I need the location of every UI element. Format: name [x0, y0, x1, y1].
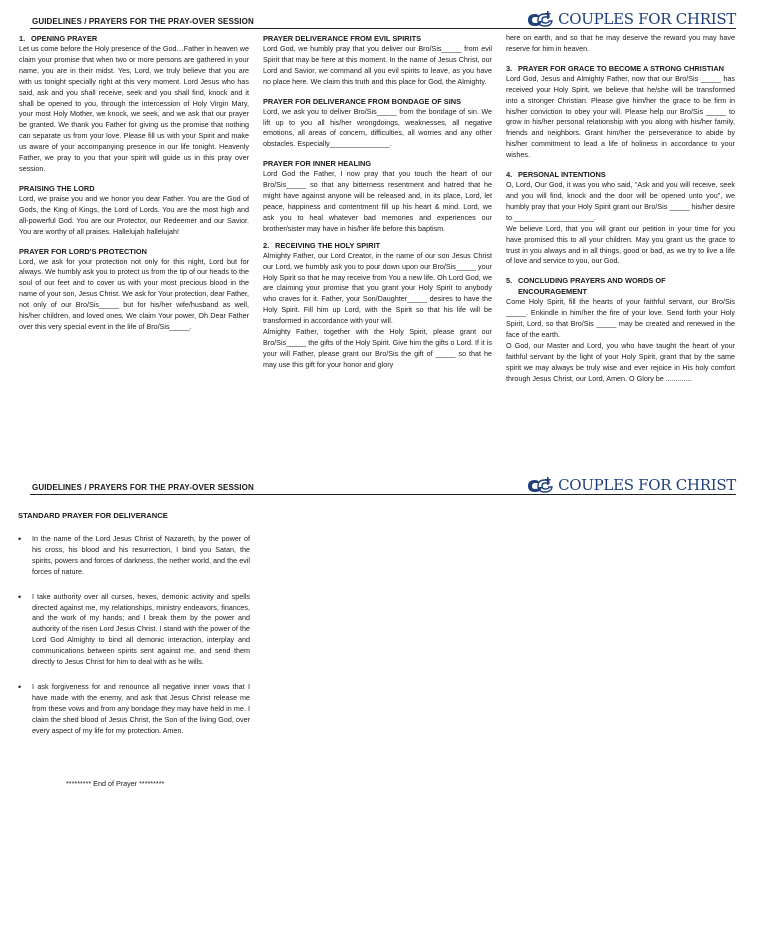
protection-heading: PRAYER FOR LORD'S PROTECTION	[19, 246, 147, 256]
evil-spirits-heading: PRAYER DELIVERANCE FROM EVIL SPIRITS	[263, 34, 422, 43]
opening-prayer-text: Let us come before the Holy presence of the God…Father in heaven we claim your promise that when two or more persons are gathered in your name, you are in their midst. Yes, Lord, we truly believe that you are with us tonight specially right at this very moment. Lord Jesus who has said, ask and you shall receive, seek and you shall find, knock and it shall be opened to you, through the intercession of Holy Virgin Mary, your most Holy Mother, we knock, we seek, and we ask that our prayer be granted. We thank you Father for giving us the promise that nothing can separate us from your love. Please fill us with your Spirit and make us aware of your accompanying presence in our life tonight. Heavenly Father, we pray to you that your spirit will guide us in this pray over session.	[19, 44, 249, 173]
cfc-emblem-icon	[525, 11, 555, 27]
list-item: • I ask forgiveness for and renounce all negative inner vows that I have made with the enemy, and ask that Jesus Christ release me from these vows and from any bondage they may have held in me. I claim the shed blood of Jesus Christ, the Son of the living God, over every aspect of my life for my protection. Amen.	[18, 681, 250, 735]
grace-heading: 3. PRAYER FOR GRACE TO BECOME A STRONG CHRISTIAN	[506, 63, 724, 73]
evil-spirits-text: Lord God, we humbly pray that you deliver our Bro/Sis_____ from evil Spirit that may be here at this moment. In the name of Jesus Christ, our Lord and Savior, we command all you evil spirits to leave, as you have no place here. We claim this truth and this place for God, the Almighty.	[263, 44, 492, 86]
concluding-text-1: Come Holy Spirit, fill the hearts of your faithful servant, our Bro/Sis _____. Enkindle in him/her the fire of your love. Send forth your Holy Spirit, Lord, so that Bro/Sis _____ may be created and renewed in the face of the earth.	[506, 297, 735, 340]
column-3	[506, 33, 735, 385]
personal-intentions-text-1: O, Lord, Our God, it was you who said, "Ask and you will receive, seek and you will find, knock and the door will be opened unto you", we humbly pray that your Holy Spirit grant our Bro/Sis _____ his/her desire to ____________________.	[506, 180, 735, 222]
concluding-text-2: O God, our Master and Lord, you who have taught the heart of your faithful servant by the light of your Holy Spirit, grant that by the same spirit we may always be truly wise and ever rejoice in His holy comfort through Jesus Christ, our Lord, Amen. O Glory be .............	[506, 340, 735, 383]
personal-intentions-heading: 4. PERSONAL INTENTIONS	[506, 170, 606, 180]
page-header	[30, 8, 736, 29]
column-1	[19, 33, 249, 333]
praising-heading: PRAISING THE LORD	[19, 183, 95, 193]
personal-intentions-text-2: We believe Lord, that you will grant our petition in your time for you have promised this to all your children. May you grant us the grace to trust in you always and in all things, good or bad, as we try to live a life of love and service to you, our God.	[506, 223, 735, 266]
header-title: GUIDELINES / PRAYERS FOR THE PRAY-OVER SESSION	[32, 17, 254, 26]
continued-text: here on earth, and so that he may deserve the reward you may have reserve for him in heaven.	[506, 33, 735, 53]
praising-text: Lord, we praise you and we honor you dear Father. You are the God of Gods, the King of Kings, the Lord of Lords. You are the most high and all-powerful God. You are our Protector, our Redeemer and our Savior. You are worthy of all praises. Hallelujah hallelujah!	[19, 193, 249, 236]
cfc-logo	[525, 477, 736, 493]
opening-prayer-heading: 1. OPENING PRAYER	[19, 34, 98, 43]
inner-healing-text: Lord God the Father, I now pray that you touch the heart of our Bro/Sis_____ so that any bitterness resentment and hatred that he might have against anyone will be released and, in its place, Lord, let peace, happiness and contentment fill up his heart & mind. Lord, we ask you to heal whatever bad memories and experiences our brother/sister may have in his/her life before this baptism.	[263, 169, 492, 233]
column-2	[263, 33, 492, 371]
holy-spirit-heading: 2. RECEIVING THE HOLY SPIRIT	[263, 240, 381, 250]
bullet-icon: •	[18, 681, 22, 692]
cfc-emblem-icon	[525, 477, 555, 493]
logo-text: COUPLES FOR CHRIST	[558, 10, 736, 28]
bondage-text: Lord, we ask you to deliver Bro/Sis_____ from the bondage of sin. We lift up to you all his/her wrongdoings, weaknesses, all negative emotions, all areas of concern, difficulties, all worries and any other obstacles. Especially_______________.	[263, 106, 492, 149]
holy-spirit-text-1: Almighty Father, our Lord Creator, in the name of our son Jesus Christ our Lord, we humbly ask you to pour down upon our Bro/Sis_____ your Holy Spirit so that he may receive from You a new life. Oh Lord God, we are claiming your promise that you grant your Holy Spirit to anybody who craves for it. Father, your Son/Daughter_____ desires to have the Holy Spirit. Fill him up Lord, with the Spirit so that his life will be transformed in accordance with your will.	[263, 250, 492, 326]
deliverance-bullet-list	[18, 534, 250, 751]
page-2-header	[30, 474, 736, 495]
logo-text: COUPLES FOR CHRIST	[558, 476, 736, 494]
protection-text: Lord, we ask for your protection not only for this night, Lord but for always. We humbly ask you to protect us from the tip of our heads to the soul of our feet and to cover us with your most precious blood in the name of your son, Jesus Christ. We ask for Your protection, dear Father, not only of our Bro/Sis_____ but for his/her wife/husband as well, his/her children, and loved ones. We claim Your power, Oh Dear Father over this very special event in the life of Bro/Sis_____.	[19, 256, 249, 331]
list-item: • In the name of the Lord Jesus Christ of Nazareth, by the power of his cross, his blood and his resurrection, I bind you Satan, the spirits, powers and forces of darkness, the nether world, and the evil forces of nature.	[18, 534, 250, 576]
cfc-logo	[525, 11, 736, 27]
bondage-heading: PRAYER FOR DELIVERANCE FROM BONDAGE OF SINS	[263, 96, 462, 106]
grace-text: Lord God, Jesus and Almighty Father, now that our Bro/Sis _____ has received your Holy Spirit, we believe that he/she will be transformed into a stronger Christian. Please give him/her the grace to be firm in his/her conviction to obey your will. Please help our Bro/Sis _____ to grow in his/her personal relationship with you along with his/her family, friends and neighbors. Grant him/her the perseverance to abide by his/her commitment to lead a life of holiness in accordance to your wishes.	[506, 73, 735, 160]
concluding-heading: 5. CONCLUDING PRAYERS AND WORDS OF ENCOURAGEMENT	[506, 276, 666, 297]
list-item: • I take authority over all curses, hexes, demonic activity and spells directed against me, my relationships, ministry endeavors, finances, and the work of my hands; and I break them by the power and authority of the risen Lord Jesus Christ. I stand with the power of the Lord God Almighty to bind all demonic interaction, interplay and communications between spirits sent against me, and send them directly to Jesus Christ for him to deal with as he wills.	[18, 591, 250, 667]
bullet-icon: •	[18, 591, 22, 602]
header-title: GUIDELINES / PRAYERS FOR THE PRAY-OVER SESSION	[32, 483, 254, 492]
standard-prayer-title: STANDARD PRAYER FOR DELIVERANCE	[18, 511, 168, 520]
bullet-icon: •	[18, 534, 22, 544]
end-of-prayer: ********* End of Prayer *********	[66, 779, 165, 788]
inner-healing-heading: PRAYER FOR INNER HEALING	[263, 159, 372, 169]
holy-spirit-text-2: Almighty Father, together with the Holy Spirit, please grant our Bro/Sis_____ the gifts of the Holy Spirit. Give him the gifts o Lord. If it is your will Father, please grant our Bro/Sis the gift of _____ so that he may use this gift for your honor and glory	[263, 327, 492, 369]
